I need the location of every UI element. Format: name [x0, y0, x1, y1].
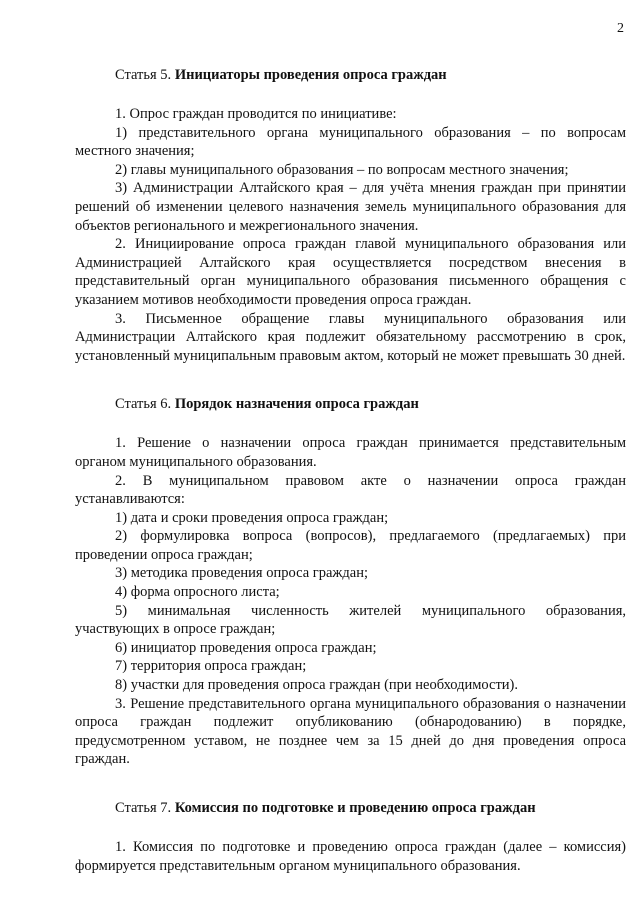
paragraph: 1) представительного органа муниципального образования – по вопросам местного значения; [75, 124, 626, 160]
article-5 [75, 0, 626, 365]
paragraph: 3. Письменное обращение главы муниципального образования или Администрации Алтайского края подлежит обязательному рассмотрению в срок, установленный муниципальным правовым актом, который не может превышать 30 дней. [75, 310, 626, 364]
article-5-body [75, 105, 626, 365]
paragraph: 2) формулировка вопроса (вопросов), предлагаемого (предлагаемых) при проведении опроса граждан; [75, 528, 626, 563]
paragraph: 1. Решение о назначении опроса граждан принимается представительным органом муниципального образования. [75, 435, 626, 470]
article-6-body [75, 434, 626, 769]
paragraph: 2. В муниципальном правовом акте о назначении опроса граждан устанавливаются: [75, 472, 626, 508]
paragraph: 3) Администрации Алтайского края – для учёта мнения граждан при принятии решений об изменении целевого назначения земель муниципального образования для объектов регионального и межрегионального значения. [75, 180, 626, 234]
article-6-title: Порядок назначения опроса граждан [174, 396, 419, 413]
article-6 [75, 395, 626, 769]
paragraph: 5) минимальная численность жителей муниципального образования, участвующих в опросе граждан; [75, 602, 626, 638]
paragraph: 2. Инициирование опроса граждан главой муниципального образования или Администрацией Алтайского края осуществляется посредством внесения в представительный орган муниципального образования письменного обращения с указанием мотивов необходимости проведения опроса граждан. [75, 236, 626, 308]
paragraph: 3. Решение представительного органа муниципального образования о назначении опроса граждан подлежит опубликованию (обнародованию) в порядке, предусмотренном уставом, не позднее чем за 15 дней до дня проведения опроса граждан. [75, 695, 626, 768]
paragraph: 7) территория опроса граждан; [115, 658, 307, 675]
paragraph: 4) форма опросного листа; [115, 584, 280, 601]
article-5-prefix: Статья 5. [115, 67, 172, 83]
page-number: 2 [617, 21, 624, 36]
article-6-heading [75, 395, 626, 414]
article-6-prefix: Статья 6. [115, 396, 172, 413]
article-7-prefix: Статья 7. [115, 800, 172, 816]
article-7-heading [75, 799, 626, 818]
article-7-body [75, 838, 626, 875]
paragraph: 1. Комиссия по подготовке и проведению опроса граждан (далее – комиссия) формируется представительным органом муниципального образования. [75, 839, 626, 874]
article-5-heading [75, 0, 626, 85]
paragraph: 3) методика проведения опроса граждан; [115, 565, 369, 582]
paragraph: 8) участки для проведения опроса граждан (при необходимости). [115, 677, 519, 694]
article-7-title: Комиссия по подготовке и проведению опроса граждан [174, 800, 536, 816]
paragraph: 1) дата и сроки проведения опроса граждан; [115, 509, 389, 526]
article-5-title: Инициаторы проведения опроса граждан [174, 67, 447, 83]
paragraph: 1. Опрос граждан проводится по инициативе: [115, 106, 397, 122]
article-7 [75, 799, 626, 875]
paragraph: 2) главы муниципального образования – по вопросам местного значения; [115, 161, 569, 178]
paragraph: 6) инициатор проведения опроса граждан; [115, 639, 377, 656]
